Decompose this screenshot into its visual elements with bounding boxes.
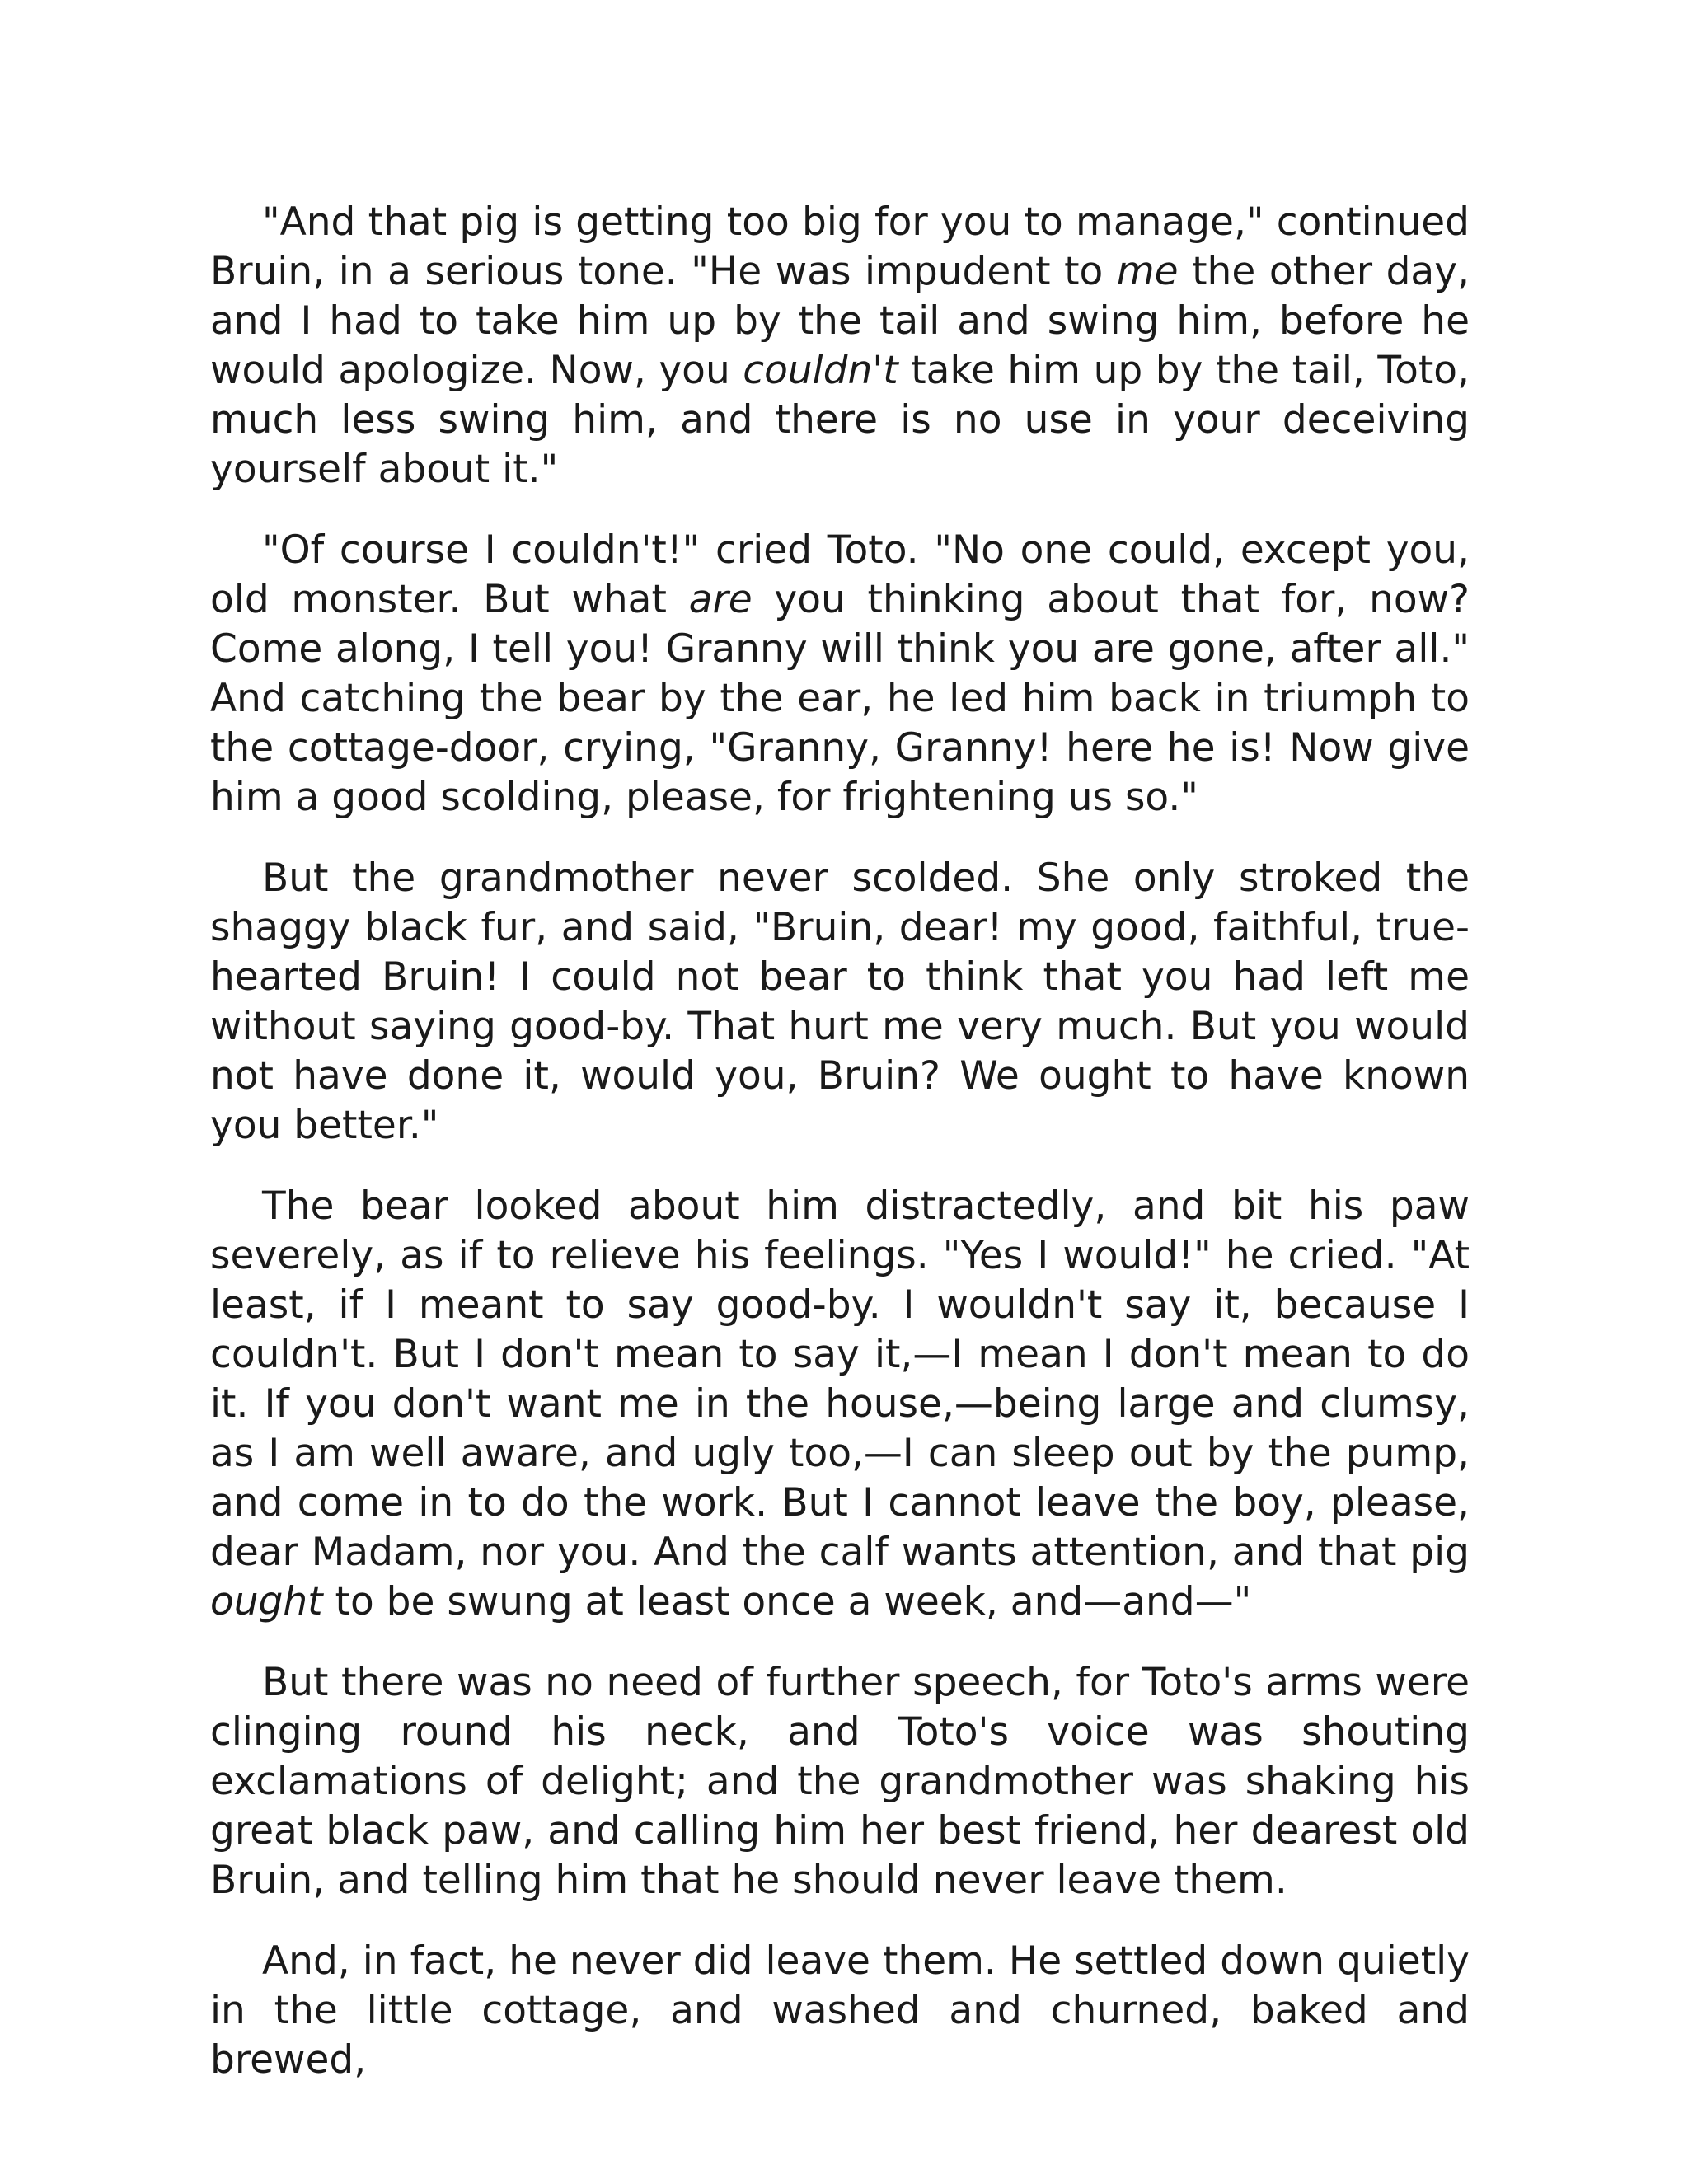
- emphasis-text: are: [688, 577, 753, 622]
- paragraph-text: to be swung at least once a week, and—and—": [322, 1579, 1252, 1624]
- paragraph: [210, 1182, 1470, 1627]
- paragraph-text: "Of course I couldn't!" cried Toto. "No one could, except you, old monster. But what: [210, 527, 1470, 622]
- paragraph-text: take him up by the tail, Toto, much less swing him, and there is no use in your deceiving yourself about it.": [210, 348, 1470, 492]
- paragraph-text: you thinking about that for, now? Come along, I tell you! Granny will think you are gone, after all." And catching the bear by the ear, he led him back in triumph to the cottage-door, crying, "Granny, Granny! here he is! Now give him a good scolding, please, for frightening us so.": [210, 577, 1470, 820]
- paragraph-text: the other day, and I had to take him up by the tail and swing him, before he would apologize. Now, you: [210, 249, 1470, 393]
- emphasis-text: ought: [210, 1579, 323, 1624]
- paragraph: [210, 526, 1470, 823]
- paragraph: [210, 854, 1470, 1151]
- paragraph-text: But the grandmother never scolded. She only stroked the shaggy black fur, and said, "Bruin, dear! my good, faithful, true-hearted Bruin! I could not bear to think that you had left me without saying good-by. That hurt me very much. But you would not have done it, would you, Bruin? We ought to have known you better.": [210, 855, 1470, 1148]
- paragraph-text: And, in fact, he never did leave them. He settled down quietly in the little cottage, and washed and churned, baked and brewed,: [210, 1938, 1470, 2083]
- emphasis-text: couldn't: [743, 348, 898, 393]
- paragraph: [210, 1937, 1470, 2085]
- page-body: [210, 198, 1470, 2085]
- emphasis-text: me: [1116, 249, 1179, 294]
- paragraph-text: But there was no need of further speech, for Toto's arms were clinging round his neck, and Toto's voice was shouting exclamations of delight; and the grandmother was shaking his great black paw, and calling him her best friend, her dearest old Bruin, and telling him that he should never leave them.: [210, 1660, 1470, 1903]
- paragraph: [210, 1658, 1470, 1905]
- paragraph-text: The bear looked about him distractedly, and bit his paw severely, as if to relieve his feelings. "Yes I would!" he cried. "At least, if I meant to say good-by. I wouldn't say it, because I couldn't. But I don't mean to say it,—I mean I don't mean to do it. If you don't want me in the house,—being large and clumsy, as I am well aware, and ugly too,—I can sleep out by the pump, and come in to do the work. But I cannot leave the boy, please, dear Madam, nor you. And the calf wants attention, and that pig: [210, 1183, 1470, 1575]
- paragraph: [210, 198, 1470, 494]
- paragraph-text: "And that pig is getting too big for you to manage," continued Bruin, in a serious tone. "He was impudent to: [210, 199, 1470, 294]
